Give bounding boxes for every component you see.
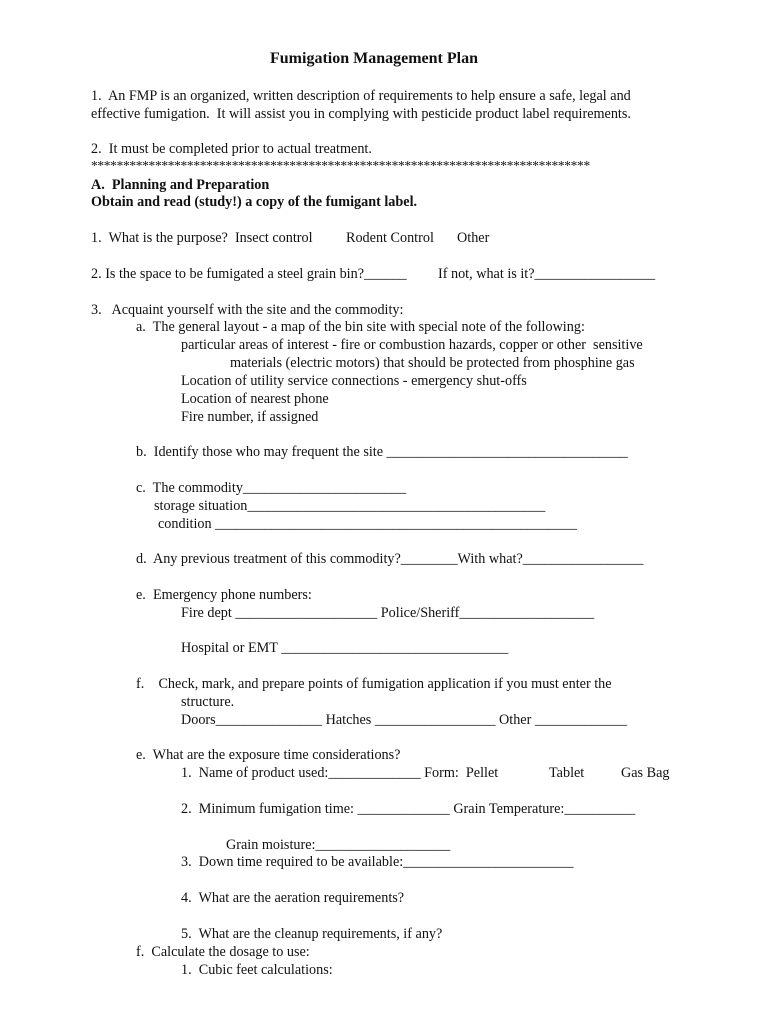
question-3a-line-5: Fire number, if assigned — [181, 409, 319, 425]
section-a-subheading: Obtain and read (study!) a copy of the fumigant label. — [91, 194, 418, 210]
question-3d: d. Any previous treatment of this commodity?________With what?_________________ — [136, 551, 644, 567]
question-3a-label: a. The general layout - a map of the bin site with special note of the following: — [136, 319, 585, 335]
question-3e2-item-4: 4. What are the aeration requirements? — [181, 890, 405, 906]
question-3a-line-4: Location of nearest phone — [181, 391, 329, 407]
question-3a-line-3: Location of utility service connections - emergency shut-offs — [181, 373, 527, 389]
question-3e-label: e. Emergency phone numbers: — [136, 587, 312, 603]
intro-paragraph-1-line-1: 1. An FMP is an organized, written description of requirements to help ensure a safe, legal and — [91, 88, 631, 104]
section-a-heading: A. Planning and Preparation — [91, 177, 270, 193]
question-3a-line-1: particular areas of interest - fire or combustion hazards, copper or other sensitive — [181, 337, 643, 353]
question-3e2-item-2b: Grain moisture:___________________ — [226, 837, 451, 853]
question-3e-line-2: Hospital or EMT ________________________________ — [181, 640, 509, 656]
question-3c-line-3: condition ___________________________________________________ — [158, 516, 577, 532]
question-3c-line-1: c. The commodity_______________________ — [136, 480, 407, 496]
question-3b: b. Identify those who may frequent the site __________________________________ — [136, 444, 628, 460]
question-3f2-item-1: 1. Cubic feet calculations: — [181, 962, 333, 978]
page-title: Fumigation Management Plan — [270, 50, 478, 67]
question-3c-line-2: storage situation__________________________________________ — [154, 498, 546, 514]
question-3e2-item-1: 1. Name of product used:_____________ Form: Pellet — [181, 765, 499, 781]
question-1-option-rodent: Rodent Control — [346, 230, 434, 246]
intro-paragraph-1-line-2: effective fumigation. It will assist you in complying with pesticide product label requirements. — [91, 106, 631, 122]
question-3e2-item-5: 5. What are the cleanup requirements, if any? — [181, 926, 443, 942]
question-1: 1. What is the purpose? Insect control — [91, 230, 313, 246]
question-3e2-item-1-tablet: Tablet — [549, 765, 585, 781]
question-3e-line-1: Fire dept ____________________ Police/Sheriff___________________ — [181, 605, 595, 621]
question-2-followup: If not, what is it?_________________ — [438, 266, 656, 282]
question-3a-line-2: materials (electric motors) that should be protected from phosphine gas — [230, 355, 635, 371]
intro-paragraph-2: 2. It must be completed prior to actual treatment. — [91, 141, 372, 157]
question-2: 2. Is the space to be fumigated a steel grain bin?______ — [91, 266, 407, 282]
separator-line: ****************************************************************************** — [91, 158, 590, 173]
question-3e2-item-3: 3. Down time required to be available:________________________ — [181, 854, 574, 870]
question-3e2-item-2: 2. Minimum fumigation time: _____________ Grain Temperature:__________ — [181, 801, 636, 817]
question-3e2-label: e. What are the exposure time considerations? — [136, 747, 401, 763]
question-3f-line-2: structure. — [181, 694, 235, 710]
question-3: 3. Acquaint yourself with the site and the commodity: — [91, 302, 404, 318]
question-3f2-label: f. Calculate the dosage to use: — [136, 944, 310, 960]
question-1-option-other: Other — [457, 230, 490, 246]
question-3f-label: f. Check, mark, and prepare points of fumigation application if you must enter the — [136, 676, 612, 692]
question-3e2-item-1-gasbag: Gas Bag — [621, 765, 670, 781]
question-3f-line-3: Doors_______________ Hatches _________________ Other _____________ — [181, 712, 628, 728]
